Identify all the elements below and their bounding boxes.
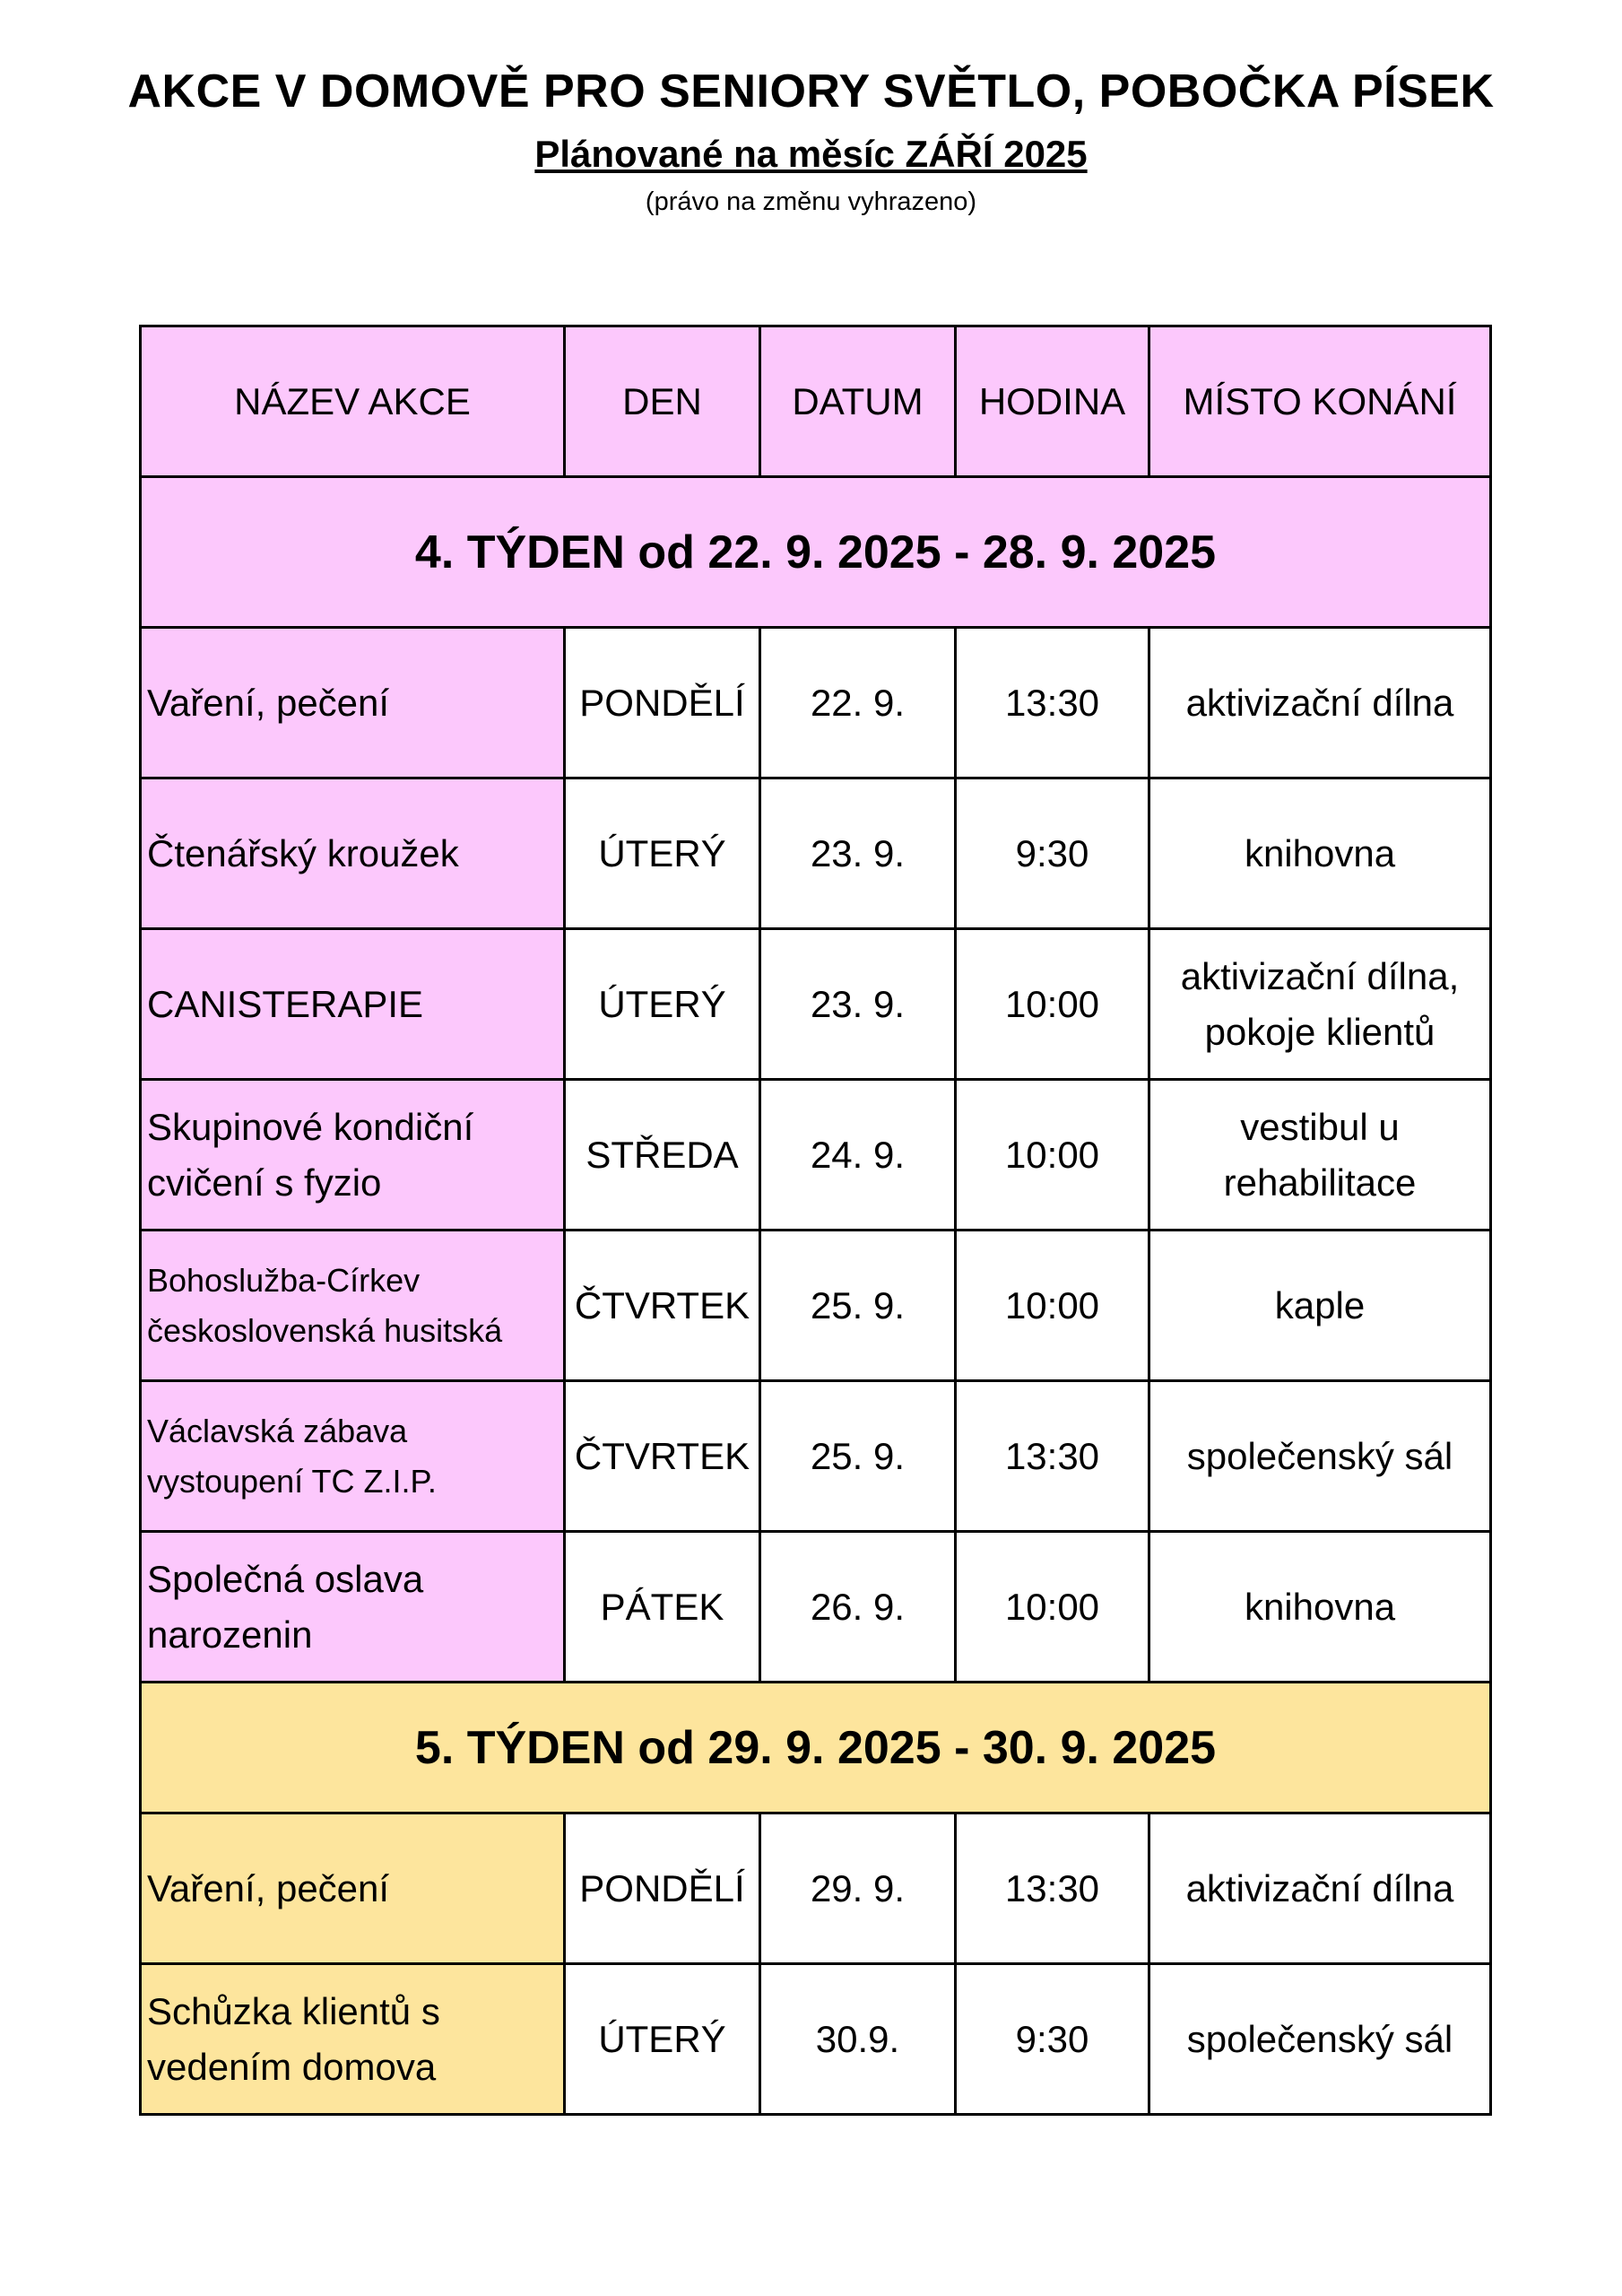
event-name-line: Bohoslužba-Církev: [147, 1261, 421, 1299]
column-header-date: DATUM: [760, 326, 956, 477]
event-date: 30.9.: [760, 1964, 956, 2115]
event-time: 13:30: [956, 1381, 1149, 1532]
event-place-line: aktivizační dílna,: [1180, 954, 1460, 997]
table-row: [141, 628, 1491, 778]
event-time: 10:00: [956, 1532, 1149, 1683]
event-place-line: rehabilitace: [1223, 1161, 1417, 1204]
week-5-header-row: [141, 1683, 1491, 1813]
event-name-line: Václavská zábava: [147, 1412, 408, 1449]
event-time: 10:00: [956, 929, 1149, 1080]
event-place: společenský sál: [1149, 1964, 1491, 2115]
change-disclaimer: (právo na změnu vyhrazeno): [645, 187, 977, 216]
event-name: Vaření, pečení: [141, 628, 565, 778]
event-name: [141, 1381, 565, 1532]
event-name-line: cvičení s fyzio: [147, 1161, 382, 1204]
event-name-line: Skupinové kondiční: [147, 1105, 474, 1148]
event-place: společenský sál: [1149, 1381, 1491, 1532]
event-day: STŘEDA: [565, 1080, 760, 1231]
event-day: ÚTERÝ: [565, 1964, 760, 2115]
event-name: [141, 1964, 565, 2115]
event-place: aktivizační dílna: [1149, 628, 1491, 778]
event-date: 25. 9.: [760, 1231, 956, 1381]
event-time: 10:00: [956, 1080, 1149, 1231]
event-day: PÁTEK: [565, 1532, 760, 1683]
column-header-place: MÍSTO KONÁNÍ: [1149, 326, 1491, 477]
table-row: [141, 1813, 1491, 1964]
event-date: 25. 9.: [760, 1381, 956, 1532]
event-place: knihovna: [1149, 1532, 1491, 1683]
table-row: [141, 1381, 1491, 1532]
table-row: [141, 1532, 1491, 1683]
event-place: aktivizační dílna: [1149, 1813, 1491, 1964]
page-subtitle: Plánované na měsíc ZÁŘÍ 2025: [534, 133, 1088, 175]
event-name-line: Schůzka klientů s: [147, 1989, 440, 2032]
page-header: [0, 56, 1622, 222]
event-day: PONDĚLÍ: [565, 628, 760, 778]
table-header-row: [141, 326, 1491, 477]
event-place: knihovna: [1149, 778, 1491, 929]
event-time: 13:30: [956, 628, 1149, 778]
week-4-header-row: [141, 477, 1491, 628]
event-time: 10:00: [956, 1231, 1149, 1381]
event-name-line: československá husitská: [147, 1311, 503, 1349]
page-title: AKCE V DOMOVĚ PRO SENIORY SVĚTLO, POBOČKA PÍSEK: [127, 65, 1495, 117]
event-time: 13:30: [956, 1813, 1149, 1964]
event-name: Vaření, pečení: [141, 1813, 565, 1964]
event-date: 22. 9.: [760, 628, 956, 778]
event-date: 29. 9.: [760, 1813, 956, 1964]
event-date: 23. 9.: [760, 778, 956, 929]
event-day: ČTVRTEK: [565, 1381, 760, 1532]
event-name-line: Společná oslava: [147, 1557, 424, 1600]
table-row: [141, 778, 1491, 929]
event-name-line: vystoupení TC Z.I.P.: [147, 1462, 437, 1500]
event-place: kaple: [1149, 1231, 1491, 1381]
event-place-line: pokoje klientů: [1204, 1010, 1436, 1053]
events-table: [139, 325, 1492, 2116]
column-header-time: HODINA: [956, 326, 1149, 477]
column-header-day: DEN: [565, 326, 760, 477]
event-date: 24. 9.: [760, 1080, 956, 1231]
event-name: [141, 1231, 565, 1381]
event-time: 9:30: [956, 778, 1149, 929]
week-5-label: 5. TÝDEN od 29. 9. 2025 - 30. 9. 2025: [141, 1683, 1491, 1813]
event-place: [1149, 929, 1491, 1080]
event-day: ÚTERÝ: [565, 778, 760, 929]
event-time: 9:30: [956, 1964, 1149, 2115]
event-name: [141, 1080, 565, 1231]
column-header-name: NÁZEV AKCE: [141, 326, 565, 477]
table-row: [141, 1080, 1491, 1231]
table-row: [141, 1231, 1491, 1381]
table-row: [141, 1964, 1491, 2115]
event-day: ČTVRTEK: [565, 1231, 760, 1381]
event-day: PONDĚLÍ: [565, 1813, 760, 1964]
event-place: [1149, 1080, 1491, 1231]
event-name: Čtenářský kroužek: [141, 778, 565, 929]
event-date: 23. 9.: [760, 929, 956, 1080]
table-row: [141, 929, 1491, 1080]
event-name-line: vedením domova: [147, 2045, 437, 2088]
event-name: [141, 1532, 565, 1683]
week-4-label: 4. TÝDEN od 22. 9. 2025 - 28. 9. 2025: [141, 477, 1491, 628]
event-name: CANISTERAPIE: [141, 929, 565, 1080]
event-day: ÚTERÝ: [565, 929, 760, 1080]
event-name-line: narozenin: [147, 1613, 313, 1656]
event-place-line: vestibul u: [1240, 1105, 1400, 1148]
event-date: 26. 9.: [760, 1532, 956, 1683]
